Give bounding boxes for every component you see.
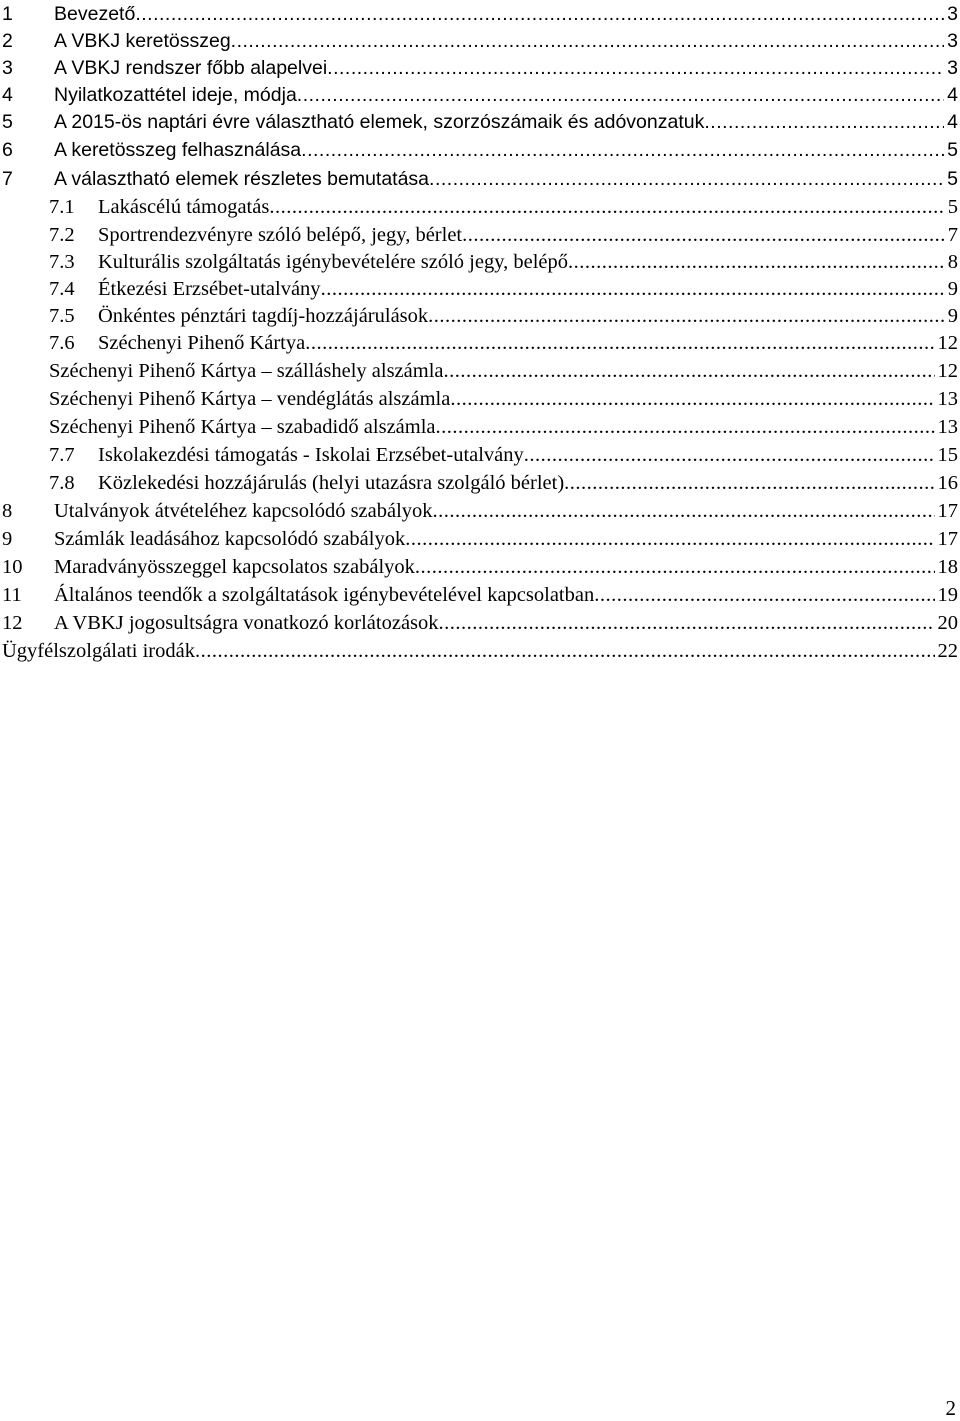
toc-entry-page: 4 xyxy=(947,111,958,133)
toc-entry-ugyfelszolgalati-irodak[interactable] xyxy=(0,637,958,665)
toc-entry-szep-vendeglatas[interactable] xyxy=(0,385,958,413)
toc-entry-page: 7 xyxy=(947,224,958,246)
toc-entry-number: 5 xyxy=(2,111,13,133)
toc-entry-title: Széchenyi Pihenő Kártya – vendéglátás alszámla xyxy=(49,388,451,410)
toc-entry-title: Étkezési Erzsébet-utalvány xyxy=(98,278,321,300)
toc-entry-number: 7.3 xyxy=(49,251,75,273)
toc-entry-title: Lakáscélú támogatás xyxy=(98,196,270,218)
toc-leader-dots xyxy=(195,637,935,665)
toc-entry-title: A választható elemek részletes bemutatása xyxy=(54,168,430,190)
toc-entry-title: Ügyfélszolgálati irodák xyxy=(2,640,195,662)
toc-entry-title: A 2015-ös naptári évre választható elemek, szorzószámaik és adóvonzatuk xyxy=(54,111,705,133)
toc-entry-szep-szabadido[interactable] xyxy=(0,413,958,441)
toc-entry-7-3[interactable] xyxy=(0,248,958,276)
toc-entry-page: 19 xyxy=(937,584,958,606)
toc-entry-page: 22 xyxy=(937,640,958,662)
toc-entry-number: 10 xyxy=(2,556,23,578)
toc-entry-10[interactable] xyxy=(0,553,958,581)
toc-entry-number: 12 xyxy=(2,612,23,634)
toc-entry-number: 8 xyxy=(2,500,13,522)
toc-entry-page: 15 xyxy=(937,444,958,466)
toc-leader-dots xyxy=(297,81,944,109)
toc-entry-page: 16 xyxy=(937,472,958,494)
toc-leader-dots xyxy=(436,413,935,441)
toc-leader-dots xyxy=(564,469,934,497)
toc-entry-page: 12 xyxy=(937,332,958,354)
toc-leader-dots xyxy=(231,27,944,55)
toc-leader-dots xyxy=(405,525,934,553)
toc-entry-title: Sportrendezvényre szóló belépő, jegy, bérlet xyxy=(98,224,463,246)
toc-entry-page: 18 xyxy=(937,556,958,578)
toc-entry-title: A VBKJ jogosultságra vonatkozó korlátozások xyxy=(54,612,439,634)
toc-entry-page: 3 xyxy=(947,57,958,79)
toc-entry-9[interactable] xyxy=(0,525,958,553)
toc-entry-title: Maradványösszeggel kapcsolatos szabályok xyxy=(54,556,415,578)
toc-entry-title: Iskolakezdési támogatás - Iskolai Erzsébet-utalvány xyxy=(98,444,524,466)
toc-entry-title: A VBKJ keretösszeg xyxy=(54,30,231,52)
toc-entry-number: 2 xyxy=(2,30,13,52)
toc-entry-number: 7.8 xyxy=(49,472,75,494)
toc-entry-number: 7.7 xyxy=(49,444,75,466)
toc-entry-title: Széchenyi Pihenő Kártya – szabadidő alszámla xyxy=(49,416,436,438)
toc-entry-1[interactable] xyxy=(0,0,958,28)
toc-leader-dots xyxy=(269,193,944,221)
toc-entry-7-7[interactable] xyxy=(0,441,958,469)
toc-leader-dots xyxy=(524,441,935,469)
page-number: 2 xyxy=(945,1396,956,1420)
toc-leader-dots xyxy=(462,221,945,249)
toc-entry-number: 3 xyxy=(2,57,13,79)
toc-entry-number: 7.1 xyxy=(49,196,75,218)
toc-entry-title: Bevezető xyxy=(54,3,136,25)
toc-leader-dots xyxy=(321,275,945,303)
toc-entry-title: Utalványok átvételéhez kapcsolódó szabályok xyxy=(54,500,433,522)
toc-entry-5[interactable] xyxy=(0,108,958,136)
toc-entry-8[interactable] xyxy=(0,497,958,525)
toc-leader-dots xyxy=(135,0,944,28)
toc-entry-title: Kulturális szolgáltatás igénybevételére szóló jegy, belépő xyxy=(98,251,569,273)
toc-leader-dots xyxy=(429,165,944,193)
toc-entry-number: 7.5 xyxy=(49,305,75,327)
toc-entry-7-5[interactable] xyxy=(0,302,958,330)
toc-entry-title: Széchenyi Pihenő Kártya – szálláshely alszámla xyxy=(49,360,444,382)
toc-entry-page: 9 xyxy=(947,278,958,300)
toc-leader-dots xyxy=(439,609,935,637)
toc-entry-number: 7 xyxy=(2,168,13,190)
toc-leader-dots xyxy=(301,136,944,164)
toc-entry-7-8[interactable] xyxy=(0,469,958,497)
toc-entry-szep-szallashely[interactable] xyxy=(0,357,958,385)
toc-entry-page: 8 xyxy=(947,251,958,273)
toc-entry-page: 17 xyxy=(937,528,958,550)
toc-leader-dots xyxy=(704,108,944,136)
toc-entry-12[interactable] xyxy=(0,609,958,637)
toc-entry-3[interactable] xyxy=(0,54,958,82)
toc-leader-dots xyxy=(305,329,934,357)
toc-entry-7[interactable] xyxy=(0,165,958,193)
toc-entry-7-6[interactable] xyxy=(0,329,958,357)
toc-entry-number: 11 xyxy=(2,584,22,606)
toc-entry-page: 3 xyxy=(947,3,958,25)
toc-entry-page: 3 xyxy=(947,30,958,52)
toc-entry-title: Általános teendők a szolgáltatások igénybevételével kapcsolatban xyxy=(54,584,595,606)
toc-entry-page: 20 xyxy=(937,612,958,634)
toc-entry-number: 9 xyxy=(2,528,13,550)
toc-leader-dots xyxy=(444,357,935,385)
toc-entry-title: A keretösszeg felhasználása xyxy=(54,139,302,161)
toc-entry-number: 1 xyxy=(2,3,13,25)
toc-entry-6[interactable] xyxy=(0,136,958,164)
toc-entry-title: Közlekedési hozzájárulás (helyi utazásra szolgáló bérlet) xyxy=(98,472,565,494)
toc-entry-page: 5 xyxy=(947,139,958,161)
toc-leader-dots xyxy=(428,302,945,330)
toc-entry-7-4[interactable] xyxy=(0,275,958,303)
toc-leader-dots xyxy=(568,248,945,276)
toc-entry-11[interactable] xyxy=(0,581,958,609)
toc-entry-page: 9 xyxy=(947,305,958,327)
toc-leader-dots xyxy=(594,581,934,609)
toc-entry-7-2[interactable] xyxy=(0,221,958,249)
toc-entry-page: 5 xyxy=(947,196,958,218)
toc-entry-page: 12 xyxy=(937,360,958,382)
toc-leader-dots xyxy=(327,54,944,82)
toc-entry-title: Széchenyi Pihenő Kártya xyxy=(98,332,306,354)
toc-entry-page: 4 xyxy=(947,84,958,106)
toc-entry-page: 5 xyxy=(947,168,958,190)
toc-entry-4[interactable] xyxy=(0,81,958,109)
toc-leader-dots xyxy=(433,497,935,525)
toc-entry-title: A VBKJ rendszer főbb alapelvei xyxy=(54,57,328,79)
toc-entry-number: 7.6 xyxy=(49,332,75,354)
toc-entry-page: 13 xyxy=(937,416,958,438)
toc-entry-page: 17 xyxy=(937,500,958,522)
toc-entry-page: 13 xyxy=(937,388,958,410)
toc-entry-number: 6 xyxy=(2,139,13,161)
toc-entry-2[interactable] xyxy=(0,27,958,55)
toc-entry-number: 4 xyxy=(2,84,13,106)
toc-entry-title: Önkéntes pénztári tagdíj-hozzájárulások xyxy=(98,305,429,327)
toc-entry-7-1[interactable] xyxy=(0,193,958,221)
toc-entry-number: 7.2 xyxy=(49,224,75,246)
toc-entry-title: Számlák leadásához kapcsolódó szabályok xyxy=(54,528,406,550)
toc-entry-title: Nyilatkozattétel ideje, módja xyxy=(54,84,297,106)
toc-leader-dots xyxy=(415,553,935,581)
toc-leader-dots xyxy=(450,385,934,413)
toc-entry-number: 7.4 xyxy=(49,278,75,300)
